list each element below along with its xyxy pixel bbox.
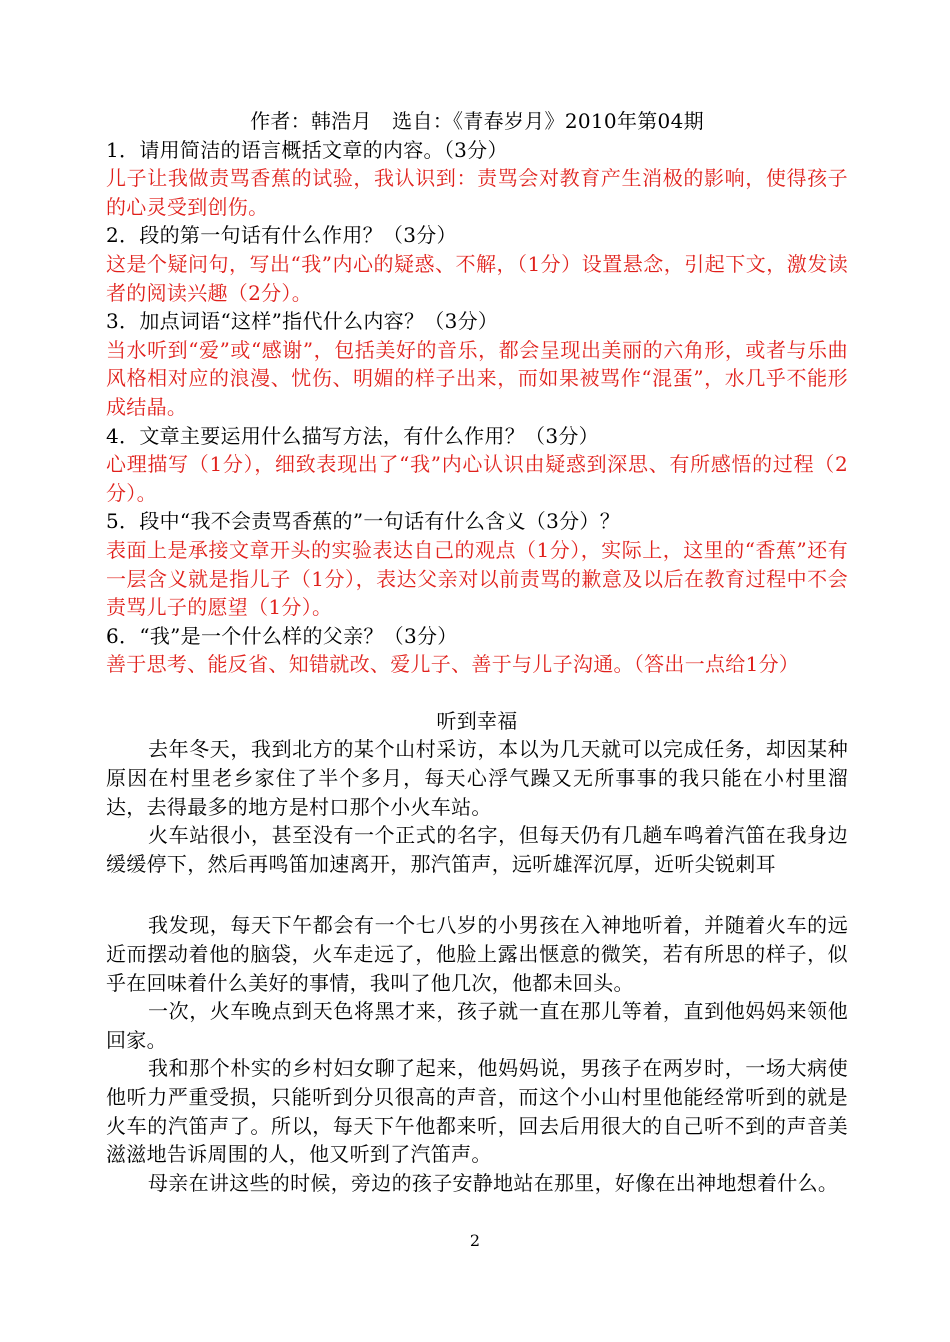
- qa-item-5: [106, 507, 848, 621]
- question-3: 3．加点词语“这样”指代什么内容？（3分）: [106, 309, 499, 334]
- story-paragraph-1: 去年冬天，我到北方的某个山村采访，本以为几天就可以完成任务，却因某种原因在村里老乡家住了半个多月，每天心浮气躁又无所事事的我只能在小村里溜达，去得最多的地方是村口那个小火车站。: [106, 737, 848, 819]
- qa-item-1: [106, 136, 848, 222]
- story-title: 听到幸福: [436, 708, 518, 733]
- question-2: 2．段的第一句话有什么作用？（3分）: [106, 223, 457, 248]
- question-6: 6．“我”是一个什么样的父亲？（3分）: [106, 623, 458, 648]
- answer-6: 善于思考、能反省、知错就改、爱儿子、善于与儿子沟通。（答出一点给1分）: [106, 652, 800, 677]
- page-number: 2: [469, 1231, 481, 1250]
- story-paragraph-2: 火车站很小，甚至没有一个正式的名字，但每天仍有几趟车鸣着汽笛在我身边缓缓停下，然后再鸣笛加速离开，那汽笛声，远听雄浑沉厚，近听尖锐刺耳: [106, 823, 848, 876]
- page-content: [106, 107, 848, 1197]
- section-spacer: [106, 679, 848, 707]
- qa-item-6: [106, 622, 848, 679]
- story-paragraph-6: 母亲在讲这些的时候，旁边的孩子安静地站在那里，好像在出神地想着什么。: [148, 1170, 839, 1195]
- answer-2: 这是个疑问句，写出“我”内心的疑惑、不解，（1分）设置悬念，引起下文，激发读者的阅读兴趣（2分）。: [106, 251, 848, 305]
- source-line: 作者：韩浩月 选自：《青春岁月》2010年第04期: [250, 109, 704, 133]
- question-5: 5．段中“我不会责骂香蕉的”一句话有什么含义（3分）？: [106, 509, 620, 534]
- answer-5: 表面上是承接文章开头的实验表达自己的观点（1分），实际上，这里的“香蕉”还有一层含义就是指儿子（1分），表达父亲对以前责骂的歉意及以后在教育过程中不会责骂儿子的愿望（1分）。: [106, 537, 848, 620]
- question-1: 1．请用简洁的语言概括文章的内容。（3分）: [106, 137, 508, 162]
- qa-item-4: [106, 422, 848, 508]
- story-paragraph-5: 我和那个朴实的乡村妇女聊了起来，他妈妈说，男孩子在两岁时，一场大病使他听力严重受损，只能听到分贝很高的声音，而这个小山村里他能经常听到的就是火车的汽笛声了。所以，每天下午他都来听，回去后用很大的自己听不到的声音美滋滋地告诉周围的人，他又听到了汽笛声。: [106, 1056, 848, 1167]
- answer-1: 儿子让我做责骂香蕉的试验，我认识到：责骂会对教育产生消极的影响，使得孩子的心灵受到创伤。: [106, 166, 848, 219]
- story-paragraph-3: 我发现，每天下午都会有一个七八岁的小男孩在入神地听着，并随着火车的远近而摆动着他的脑袋，火车走远了，他脸上露出惬意的微笑，若有所思的样子，似乎在回味着什么美好的事情，我叫了他几次，他都未回头。: [106, 913, 848, 995]
- qa-item-2: [106, 221, 848, 307]
- answer-3: 当水听到“爱”或“感谢”，包括美好的音乐，都会呈现出美丽的六角形，或者与乐曲风格相对应的浪漫、忧伤、明媚的样子出来，而如果被骂作“混蛋”，水几乎不能形成结晶。: [106, 337, 848, 419]
- question-4: 4．文章主要运用什么描写方法，有什么作用？（3分）: [106, 423, 599, 448]
- answer-4: 心理描写（1分），细致表现出了“我”内心认识由疑惑到深思、有所感悟的过程（2分）。: [106, 452, 848, 505]
- paragraph-spacer: [106, 878, 848, 911]
- qa-item-3: [106, 307, 848, 421]
- story-paragraph-4: 一次，火车晚点到天色将黑才来，孩子就一直在那儿等着，直到他妈妈来领他回家。: [106, 999, 848, 1052]
